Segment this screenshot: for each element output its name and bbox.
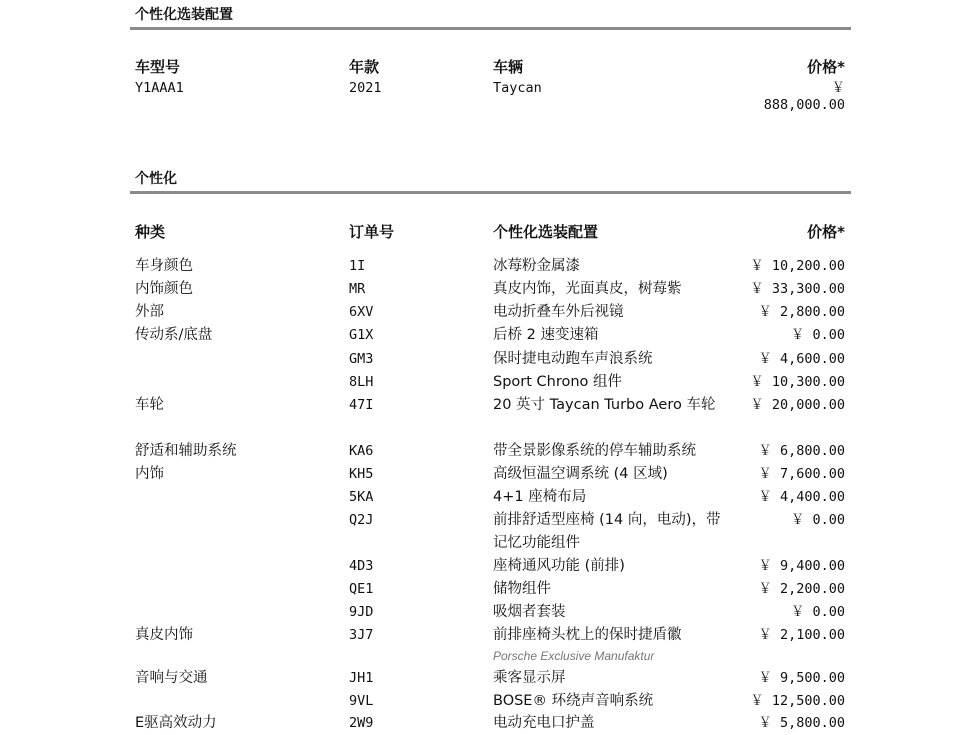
- vehicle-name: Taycan: [493, 80, 542, 96]
- price-cell: ￥ 4,400.00: [758, 489, 845, 505]
- order-code-cell: 4D3: [349, 558, 374, 574]
- price-cell: ￥ 0.00: [790, 604, 845, 620]
- price-cell: ￥ 10,200.00: [750, 258, 845, 274]
- order-code-cell: QE1: [349, 581, 374, 597]
- option-cell: 真皮内饰，光面真皮，树莓紫: [493, 281, 682, 297]
- order-code-cell: 2W9: [349, 715, 374, 731]
- price-cell: ￥ 0.00: [790, 327, 845, 343]
- order-code-cell: MR: [349, 281, 366, 297]
- order-code-cell: JH1: [349, 670, 374, 686]
- model-year: 2021: [349, 80, 382, 96]
- option-cell: 前排舒适型座椅 (14 向，电动)，带记忆功能组件: [493, 512, 721, 551]
- category-cell: E驱高效动力: [135, 715, 217, 731]
- base-price: 888,000.00: [763, 97, 845, 113]
- option-cell: 4+1 座椅布局: [493, 489, 587, 505]
- header-category: 种类: [135, 223, 166, 241]
- category-cell: 真皮内饰: [135, 627, 193, 643]
- category-cell: 内饰颜色: [135, 281, 193, 297]
- base-price-currency: ￥: [831, 80, 845, 96]
- category-cell: 车轮: [135, 397, 164, 413]
- order-code-cell: 9VL: [349, 693, 374, 709]
- header-year: 年款: [349, 58, 380, 76]
- order-code-cell: 9JD: [349, 604, 374, 620]
- section-title-config: 个性化选装配置: [135, 7, 233, 23]
- option-cell: 保时捷电动跑车声浪系统: [493, 351, 653, 367]
- price-cell: ￥ 9,500.00: [758, 670, 845, 686]
- order-code-cell: 8LH: [349, 374, 374, 390]
- order-code-cell: Q2J: [349, 512, 374, 528]
- option-cell: 带全景影像系统的停车辅助系统: [493, 443, 696, 459]
- price-cell: ￥ 2,800.00: [758, 304, 845, 320]
- header-price: 价格*: [807, 58, 845, 76]
- order-code-cell: 3J7: [349, 627, 374, 643]
- category-cell: 传动系/底盘: [135, 327, 213, 343]
- price-cell: ￥ 10,300.00: [750, 374, 845, 390]
- exclusive-manufaktur-note: Porsche Exclusive Manufaktur: [493, 649, 655, 663]
- price-cell: ￥ 2,200.00: [758, 581, 845, 597]
- option-cell: 高级恒温空调系统 (4 区域): [493, 466, 668, 482]
- price-cell: ￥ 0.00: [790, 512, 845, 528]
- header-model: 车型号: [135, 58, 181, 76]
- section-divider: [130, 191, 851, 194]
- category-cell: 车身颜色: [135, 258, 193, 274]
- header-vehicle: 车辆: [493, 58, 524, 76]
- option-cell: 冰莓粉金属漆: [493, 258, 580, 274]
- option-cell: 后桥 2 速变速箱: [493, 327, 599, 343]
- option-cell: 乘客显示屏: [493, 670, 566, 686]
- header-option: 个性化选装配置: [493, 223, 599, 241]
- category-cell: 音响与交通: [135, 670, 208, 686]
- price-cell: ￥ 6,800.00: [758, 443, 845, 459]
- price-cell: ￥ 7,600.00: [758, 466, 845, 482]
- option-cell: 前排座椅头枕上的保时捷盾徽: [493, 627, 682, 643]
- option-cell: 20 英寸 Taycan Turbo Aero 车轮: [493, 397, 716, 413]
- option-cell: 储物组件: [493, 581, 551, 597]
- order-code-cell: 6XV: [349, 304, 374, 320]
- option-cell: 电动折叠车外后视镜: [493, 304, 624, 320]
- header-order: 订单号: [349, 223, 395, 241]
- order-code-cell: 47I: [349, 397, 374, 413]
- section-divider: [130, 27, 851, 30]
- price-cell: ￥ 12,500.00: [750, 693, 845, 709]
- category-cell: 舒适和辅助系统: [135, 443, 237, 459]
- order-code-cell: KH5: [349, 466, 374, 482]
- section-title-personalization: 个性化: [135, 171, 177, 187]
- price-cell: ￥ 5,800.00: [758, 715, 845, 731]
- order-code-cell: 1I: [349, 258, 366, 274]
- model-code: Y1AAA1: [135, 80, 184, 96]
- option-cell: 电动充电口护盖: [493, 715, 595, 731]
- order-code-cell: G1X: [349, 327, 374, 343]
- category-cell: 外部: [135, 304, 164, 320]
- price-cell: ￥ 9,400.00: [758, 558, 845, 574]
- order-code-cell: GM3: [349, 351, 374, 367]
- price-cell: ￥ 2,100.00: [758, 627, 845, 643]
- option-cell: BOSE® 环绕声音响系统: [493, 693, 654, 709]
- option-cell: 吸烟者套装: [493, 604, 566, 620]
- price-cell: ￥ 20,000.00: [750, 397, 845, 413]
- category-cell: 内饰: [135, 466, 164, 482]
- option-cell: 座椅通风功能 (前排): [493, 558, 625, 574]
- order-code-cell: KA6: [349, 443, 374, 459]
- order-code-cell: 5KA: [349, 489, 374, 505]
- price-cell: ￥ 33,300.00: [750, 281, 845, 297]
- option-cell: Sport Chrono 组件: [493, 374, 623, 390]
- header-price: 价格*: [807, 223, 845, 241]
- price-cell: ￥ 4,600.00: [758, 351, 845, 367]
